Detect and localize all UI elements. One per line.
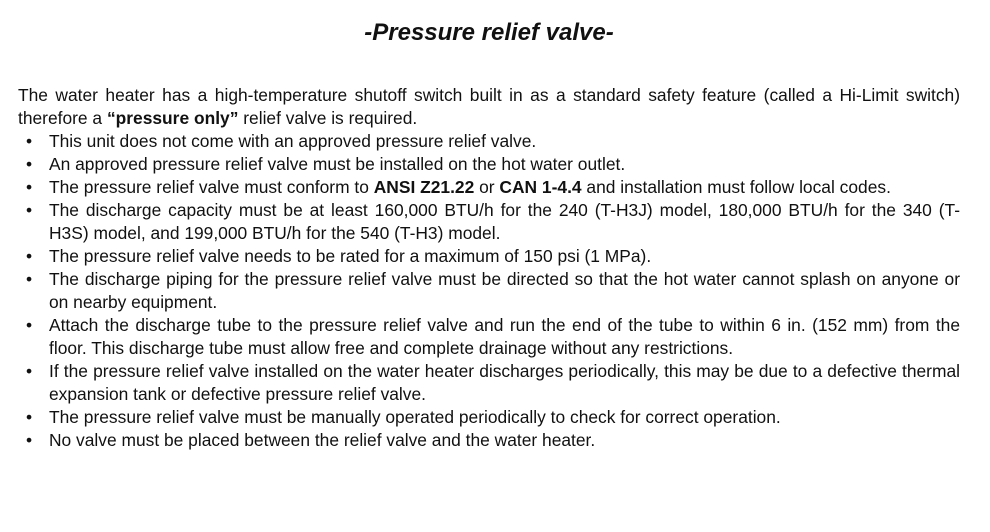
list-item-text: No valve must be placed between the relief valve and the water heater.: [49, 430, 596, 450]
bullet-icon: •: [25, 361, 33, 381]
bullet-icon: •: [25, 131, 33, 151]
intro-text: The water heater has a high-temperature shutoff switch built in as a standard safety feature (called a Hi-Limit switch) therefore a: [18, 85, 960, 128]
list-item: [18, 153, 960, 176]
list-item-text: This unit does not come with an approved pressure relief valve.: [49, 131, 537, 151]
intro-emphasis: “pressure only”: [106, 108, 239, 128]
bullet-icon: •: [25, 154, 33, 174]
list-item: [18, 176, 960, 199]
standard-can: CAN 1-4.4: [499, 177, 582, 197]
list-item: [18, 130, 960, 153]
list-item-text: The discharge capacity must be at least 160,000 BTU/h for the 240 (T-H3J) model, 180,000 BTU/h for the 340 (T-H3S) model, and 199,000 BTU/h for the 540 (T-H3) model.: [49, 200, 960, 243]
intro-paragraph: [18, 84, 960, 130]
list-item-text: If the pressure relief valve installed on the water heater discharges periodically, this may be due to a defective thermal expansion tank or defective pressure relief valve.: [49, 361, 960, 404]
list-item-text-part: The pressure relief valve must conform to: [49, 177, 374, 197]
list-item-text: The discharge piping for the pressure relief valve must be directed so that the hot water cannot splash on anyone or on nearby equipment.: [49, 269, 960, 312]
list-item-text-part: or: [474, 177, 500, 197]
list-item: [18, 245, 960, 268]
section-title: -Pressure relief valve-: [364, 19, 614, 46]
bullet-icon: •: [25, 430, 33, 450]
bullet-icon: •: [25, 177, 33, 197]
list-item-text: The pressure relief valve must be manually operated periodically to check for correct operation.: [49, 407, 781, 427]
list-item-text: Attach the discharge tube to the pressure relief valve and run the end of the tube to within 6 in. (152 mm) from the floor. This discharge tube must allow free and complete drainage without any restrictions.: [49, 315, 960, 358]
bullet-icon: •: [25, 200, 33, 220]
requirements-list: [18, 130, 960, 452]
bullet-icon: •: [25, 246, 33, 266]
intro-text-end: relief valve is required.: [238, 108, 418, 128]
list-item-text: The pressure relief valve needs to be rated for a maximum of 150 psi (1 MPa).: [49, 246, 652, 266]
standard-ansi: ANSI Z21.22: [373, 177, 475, 197]
list-item: [18, 199, 960, 245]
list-item: [18, 429, 960, 452]
list-item-text: An approved pressure relief valve must be installed on the hot water outlet.: [49, 154, 626, 174]
list-item: [18, 406, 960, 429]
list-item: [18, 268, 960, 314]
list-item: [18, 314, 960, 360]
bullet-icon: •: [25, 269, 33, 289]
list-item-text-part: and installation must follow local codes.: [581, 177, 891, 197]
bullet-icon: •: [25, 407, 33, 427]
list-item: [18, 360, 960, 406]
bullet-icon: •: [25, 315, 33, 335]
list-item-text: [49, 177, 891, 197]
